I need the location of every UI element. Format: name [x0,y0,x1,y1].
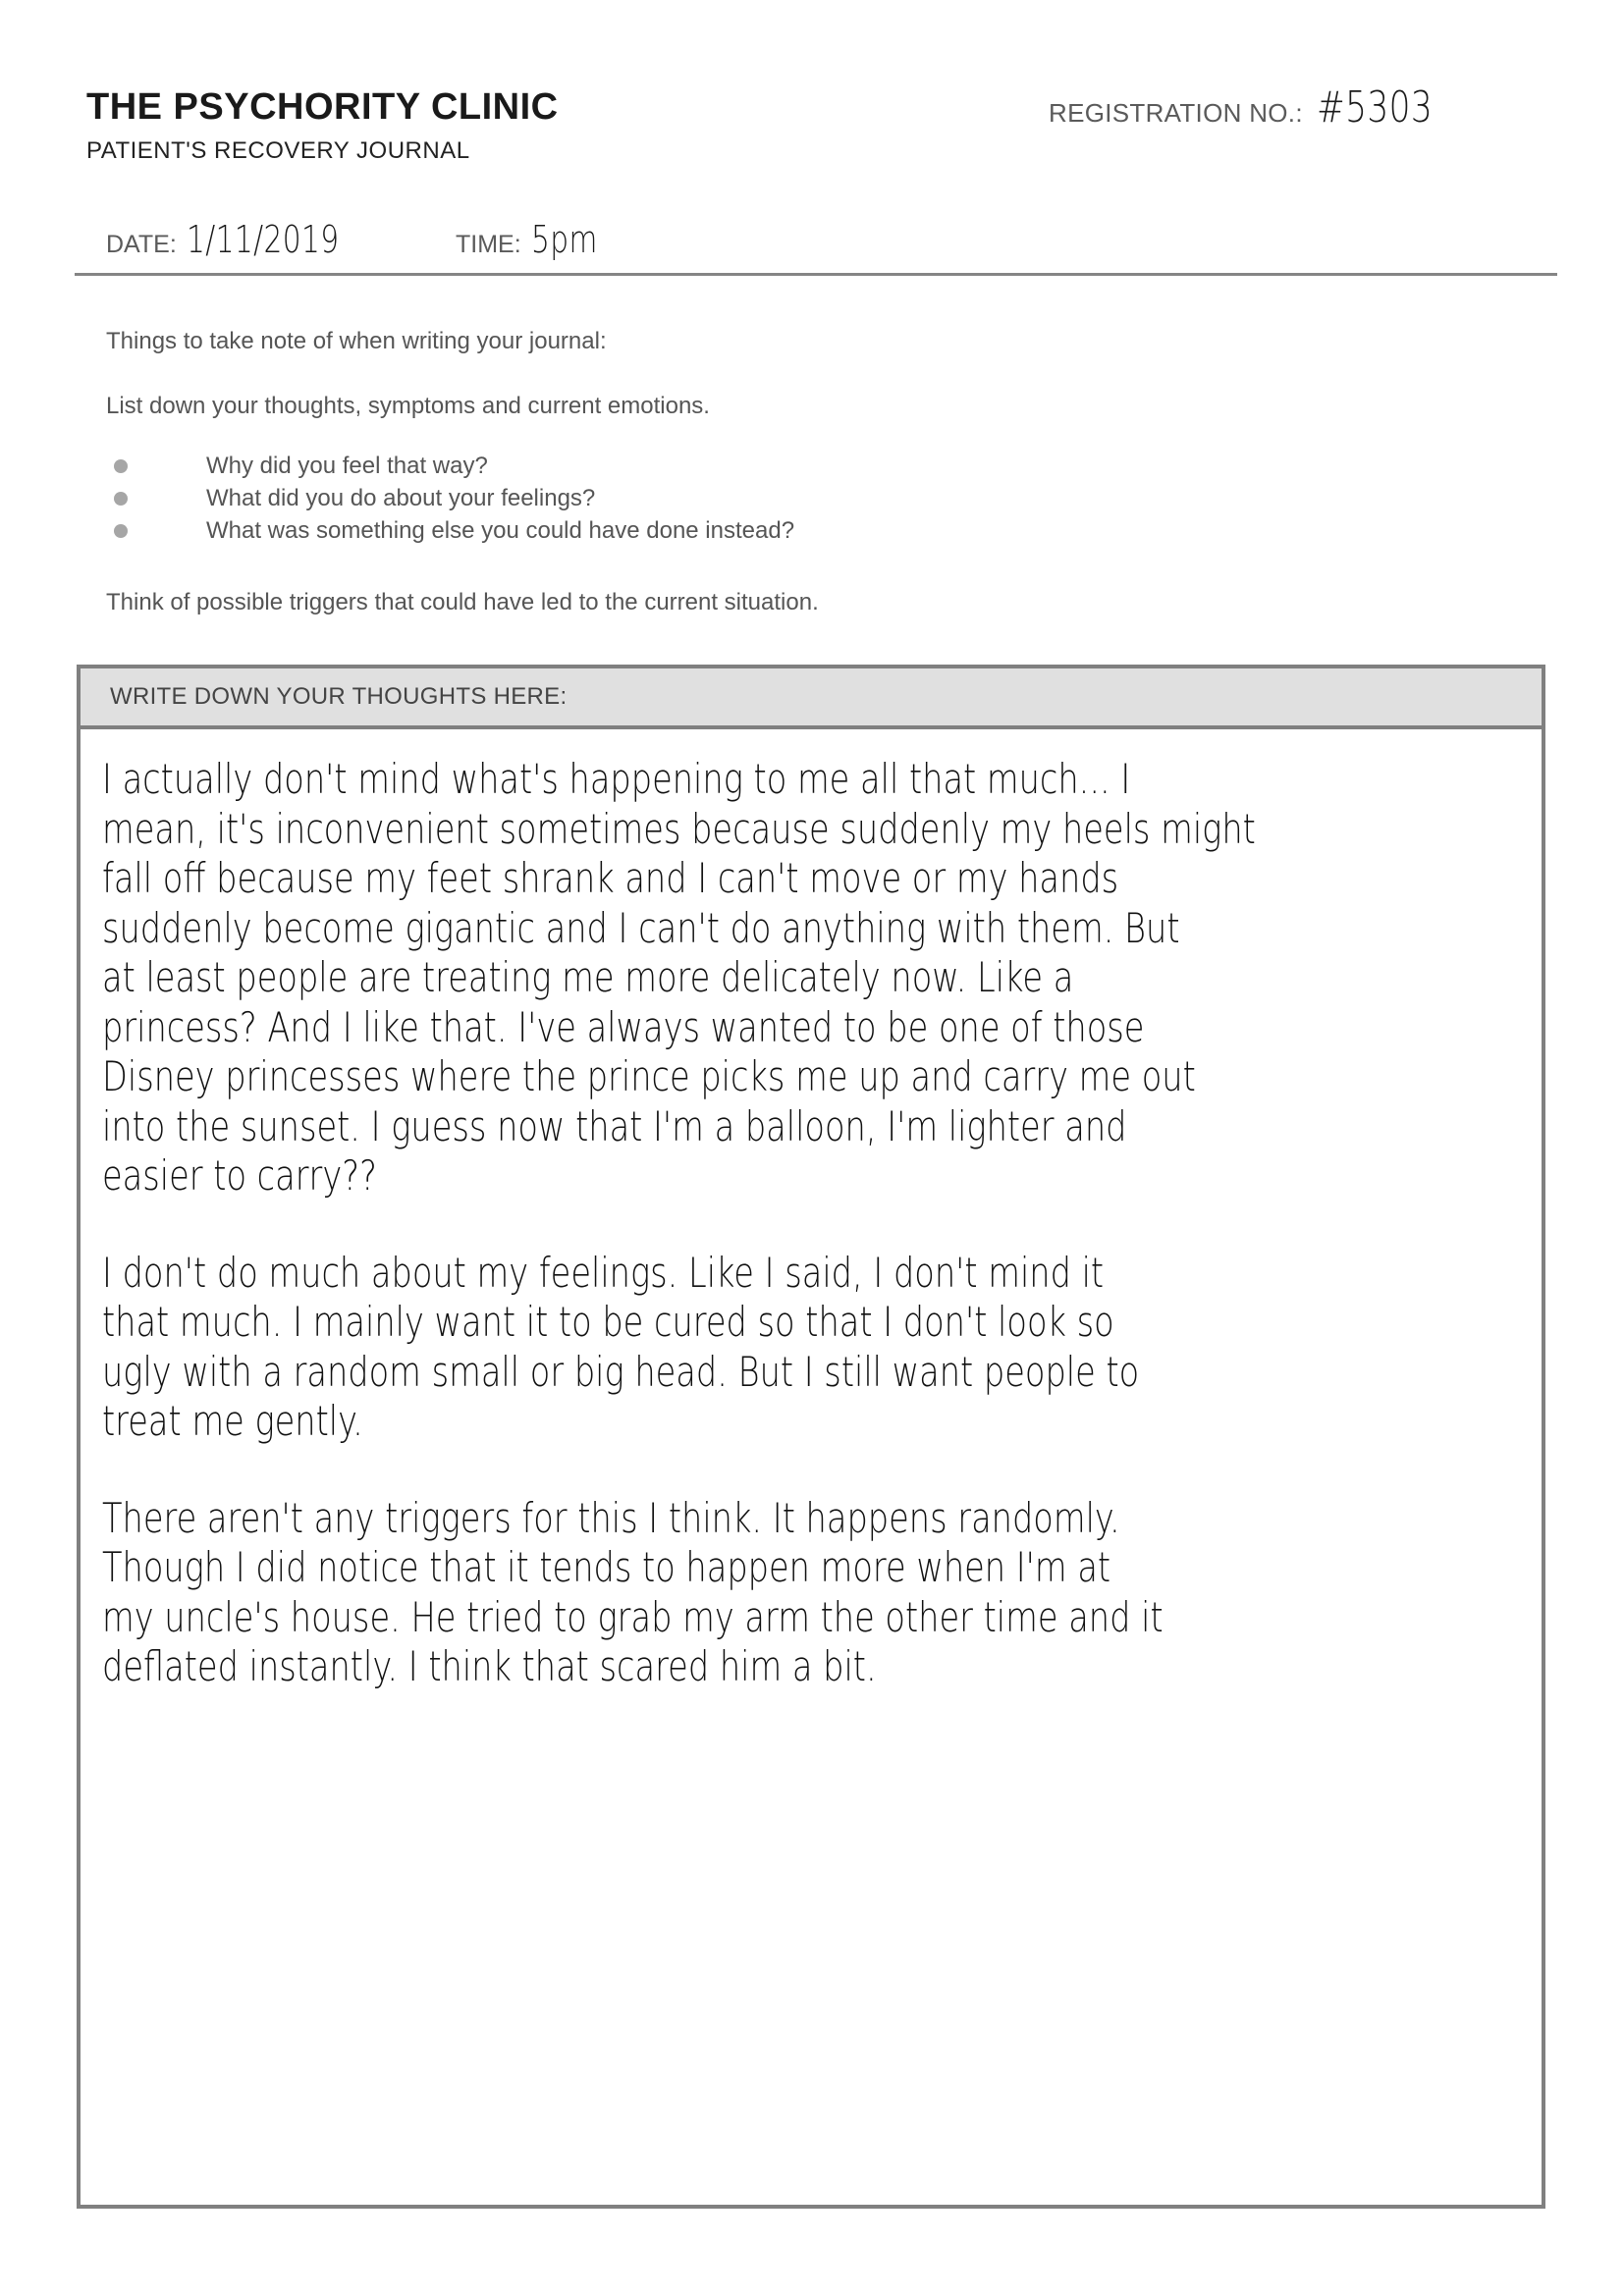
journal-line: Though I did notice that it tends to happen more when I'm at [102,1543,1111,1591]
time-label: TIME: [456,231,521,258]
bullet-item [106,453,488,479]
header-divider [75,273,1557,276]
journal-line: ugly with a random small or big head. But I still want people to [102,1347,1140,1396]
journal-line: treat me gently. [102,1397,363,1445]
registration-label: REGISTRATION NO.: [1049,98,1303,128]
journal-line: mean, it's inconvenient sometimes because suddenly my heels might [102,804,1256,853]
time-value: 5pm [530,218,598,261]
bullet-item [106,517,795,544]
bullet-icon [114,524,128,538]
journal-paragraph [102,1249,1545,1447]
journal-line: easier to carry?? [102,1151,377,1200]
journal-entry-header-label: WRITE DOWN YOUR THOUGHTS HERE: [110,683,568,710]
registration-value: #5303 [1316,82,1433,133]
journal-line: that much. I mainly want it to be cured so that I don't look so [102,1298,1114,1346]
bullet-text: What did you do about your feelings? [206,485,596,511]
date-label: DATE: [106,231,177,258]
journal-entry-text [102,755,1545,1739]
bullet-item [106,485,596,511]
journal-line: I actually don't mind what's happening to me all that much... I [102,755,1131,803]
instructions-list-prompt: List down your thoughts, symptoms and current emotions. [106,393,710,419]
journal-entry-box [77,665,1545,2209]
journal-subtitle: PATIENT'S RECOVERY JOURNAL [86,137,470,164]
date-value: 1/11/2019 [186,218,340,261]
journal-line: my uncle's house. He tried to grab my arm the other time and it [102,1592,1164,1641]
journal-line: into the sunset. I guess now that I'm a balloon, I'm lighter and [102,1101,1127,1150]
bullet-icon [114,459,128,473]
journal-line: at least people are treating me more delicately now. Like a [102,953,1074,1001]
journal-line: Disney princesses where the prince picks me up and carry me out [102,1052,1196,1100]
journal-line: I don't do much about my feelings. Like I said, I don't mind it [102,1248,1105,1297]
time-field [456,218,617,261]
bullet-icon [114,492,128,506]
journal-entry-header [81,668,1542,729]
registration-number [1049,82,1465,133]
bullet-text: What was something else you could have done instead? [206,517,795,544]
journal-line: There aren't any triggers for this I think. It happens randomly. [102,1493,1120,1542]
instructions-intro: Things to take note of when writing your journal: [106,328,607,354]
journal-paragraph [102,1494,1545,1692]
journal-line: fall off because my feet shrank and I can't move or my hands [102,854,1119,902]
instructions-closing: Think of possible triggers that could have led to the current situation. [106,589,819,615]
journal-line: deflated instantly. I think that scared him a bit. [102,1642,877,1690]
date-field [106,218,382,261]
journal-line: suddenly become gigantic and I can't do anything with them. But [102,903,1180,952]
journal-line: princess? And I like that. I've always wanted to be one of those [102,1002,1145,1051]
clinic-name: THE PSYCHORITY CLINIC [86,86,559,128]
bullet-text: Why did you feel that way? [206,453,488,479]
journal-paragraph [102,755,1545,1201]
